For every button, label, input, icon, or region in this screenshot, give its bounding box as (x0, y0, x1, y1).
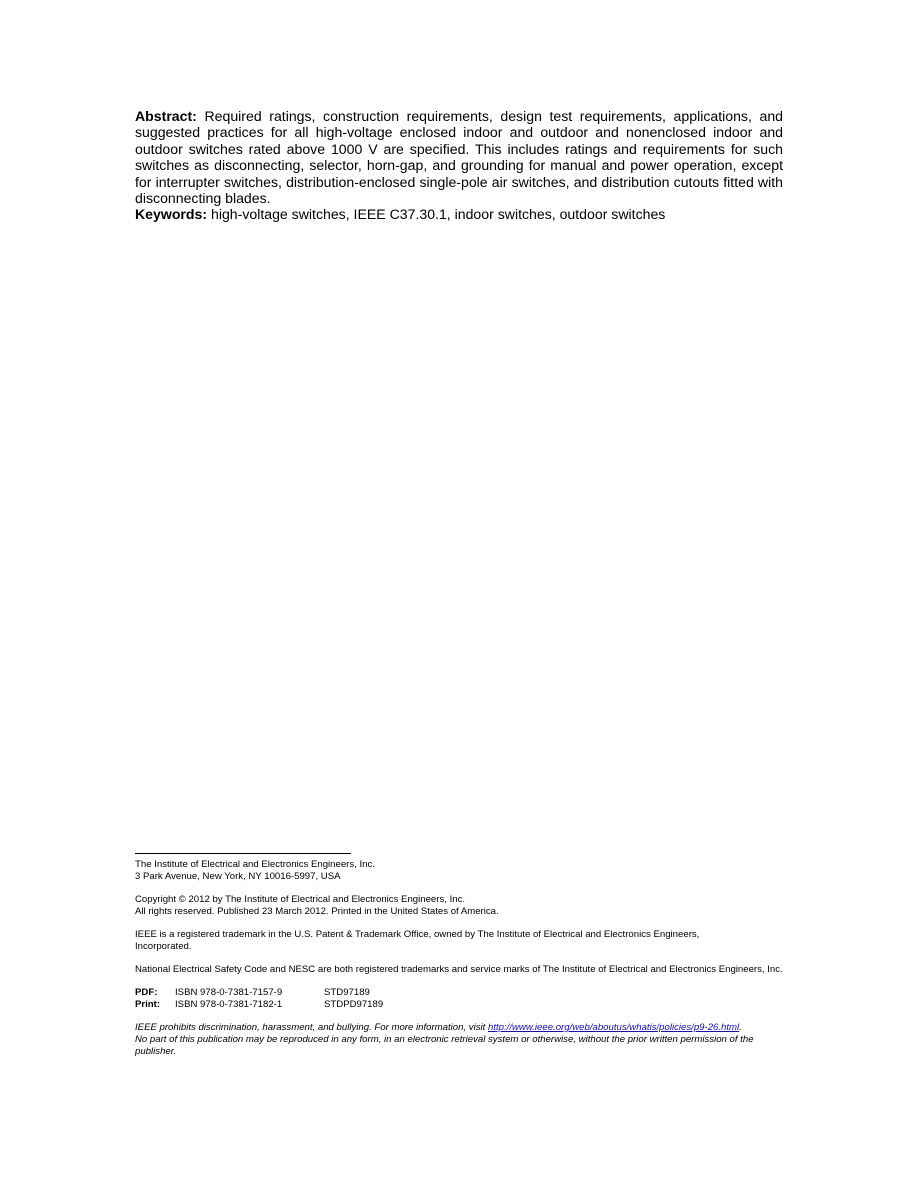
policy-notice (135, 1022, 785, 1034)
ieee-trademark-notice: IEEE is a registered trademark in the U.S. Patent & Trademark Office, owned by The Institute of Electrical and Electronics Engineers, Incorporated. (135, 929, 700, 952)
policy-text: IEEE prohibits discrimination, harassment, and bullying. For more information, visit (135, 1022, 488, 1033)
isbn-code: STD97189 (324, 987, 370, 998)
abstract-section (135, 108, 783, 223)
isbn-format-label: Print: (135, 999, 161, 1010)
publication-footer (135, 853, 785, 1058)
isbn-row-print (135, 999, 785, 1011)
footnote-divider (135, 853, 351, 854)
rights-line: All rights reserved. Published 23 March 2012. Printed in the United States of America. (135, 906, 499, 917)
isbn-format-label: PDF: (135, 987, 158, 998)
nesc-trademark-notice: National Electrical Safety Code and NESC are both registered trademarks and service marks of The Institute of Electrical and Electronics Engineers, Inc. (135, 964, 783, 975)
keywords-label: Keywords: (135, 206, 208, 223)
copyright-line: Copyright © 2012 by The Institute of Electrical and Electronics Engineers, Inc. (135, 894, 466, 905)
isbn-number: ISBN 978-0-7381-7182-1 (175, 999, 283, 1010)
abstract-text: Required ratings, construction requirements, design test requirements, applications, and suggested practices for all high-voltage enclosed indoor and outdoor and nonenclosed indoor and outdoor switches rated above 1000 V are specified. This includes ratings and requirements for such switches as disconnecting, selector, horn-gap, and grounding for manual and power operation, except for interrupter switches, distribution-enclosed single-pole air switches, and distribution cutouts fitted with disconnecting blades. (135, 108, 783, 207)
publisher-address: 3 Park Avenue, New York, NY 10016-5997, USA (135, 871, 341, 882)
isbn-number: ISBN 978-0-7381-7157-9 (175, 987, 283, 998)
policy-link[interactable]: http://www.ieee.org/web/aboutus/whatis/policies/p9-26.html (487, 1022, 740, 1033)
keywords-text: high-voltage switches, IEEE C37.30.1, indoor switches, outdoor switches (210, 206, 666, 223)
isbn-row-pdf (135, 987, 785, 999)
publisher-name: The Institute of Electrical and Electronics Engineers, Inc. (135, 859, 375, 870)
isbn-code: STDPD97189 (324, 999, 384, 1010)
abstract-paragraph (135, 108, 783, 206)
keywords-paragraph (135, 206, 783, 222)
abstract-label: Abstract: (135, 108, 197, 124)
reproduction-notice: No part of this publication may be reproduced in any form, in an electronic retrieval system or otherwise, without the prior written permission of the publisher. (135, 1034, 754, 1057)
policy-end: . (739, 1022, 742, 1033)
